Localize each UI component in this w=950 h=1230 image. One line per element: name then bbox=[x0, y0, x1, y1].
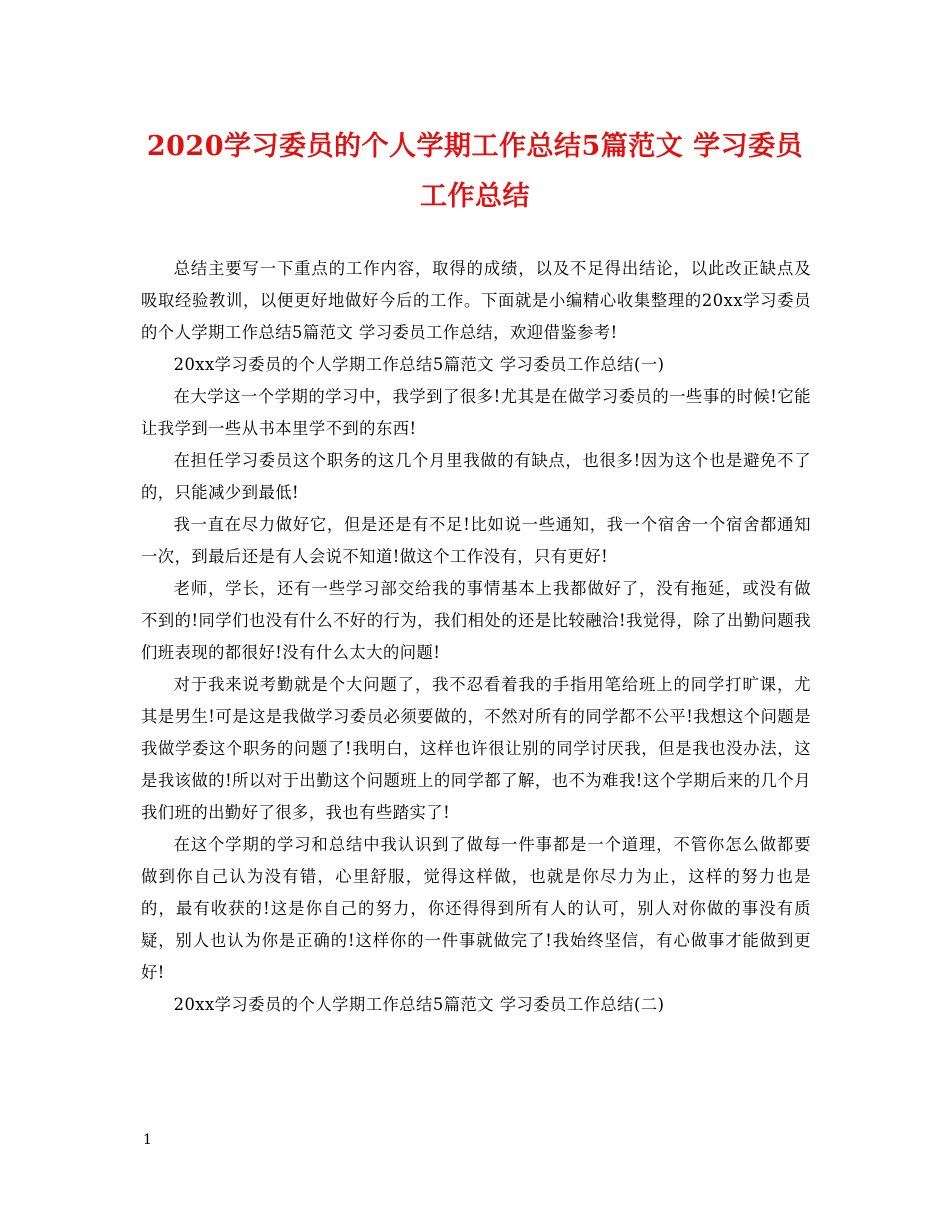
paragraph: 老师，学长，还有一些学习部交给我的事情基本上我都做好了，没有拖延，或没有做不到的!同学们也没有什么不好的行为，我们相处的还是比较融洽!我觉得，除了出勤问题我们班表现的都很好!没有什么太大的问题! bbox=[141, 579, 811, 662]
paragraph-intro: 总结主要写一下重点的工作内容，取得的成绩，以及不足得出结论，以此改正缺点及吸取经验教训，以便更好地做好今后的工作。下面就是小编精心收集整理的20xx学习委员的个人学期工作总结5篇范文 学习委员工作总结，欢迎借鉴参考! bbox=[141, 259, 811, 342]
section-heading-1: 20xx学习委员的个人学期工作总结5篇范文 学习委员工作总结(一) bbox=[173, 355, 665, 374]
paragraph: 我一直在尽力做好它，但是还是有不足!比如说一些通知，我一个宿舍一个宿舍都通知一次，到最后还是有人会说不知道!做这个工作没有，只有更好! bbox=[141, 515, 811, 566]
document-body bbox=[141, 253, 811, 1021]
page-number: 1 bbox=[143, 1132, 152, 1148]
paragraph: 在这个学期的学习和总结中我认识到了做每一件事都是一个道理，不管你怎么做都要做到你自己认为没有错，心里舒服，觉得这样做，也就是你尽力为止，这样的努力也是的，最有收获的!这是你自己的努力，你还得得到所有人的认可，别人对你做的事没有质疑，别人也认为你是正确的!这样你的一件事就做完了!我始终坚信，有心做事才能做到更好! bbox=[141, 835, 811, 982]
paragraph: 在担任学习委员这个职务的这几个月里我做的有缺点，也很多!因为这个也是避免不了的，只能减少到最低! bbox=[141, 451, 811, 502]
section-heading-2: 20xx学习委员的个人学期工作总结5篇范文 学习委员工作总结(二) bbox=[173, 995, 665, 1014]
document-title: 2020学习委员的个人学期工作总结5篇范文 学习委员工作总结 bbox=[146, 131, 804, 212]
paragraph: 在大学这一个学期的学习中，我学到了很多!尤其是在做学习委员的一些事的时候!它能让我学到一些从书本里学不到的东西! bbox=[141, 387, 811, 438]
paragraph: 对于我来说考勤就是个大问题了，我不忍看着我的手指用笔给班上的同学打旷课，尤其是男生!可是这是我做学习委员必须要做的，不然对所有的同学都不公平!我想这个问题是我做学委这个职务的问题了!我明白，这样也许很让别的同学讨厌我，但是我也没办法，这是我该做的!所以对于出勤这个问题班上的同学都了解，也不为难我!这个学期后来的几个月我们班的出勤好了很多，我也有些踏实了! bbox=[141, 675, 811, 822]
